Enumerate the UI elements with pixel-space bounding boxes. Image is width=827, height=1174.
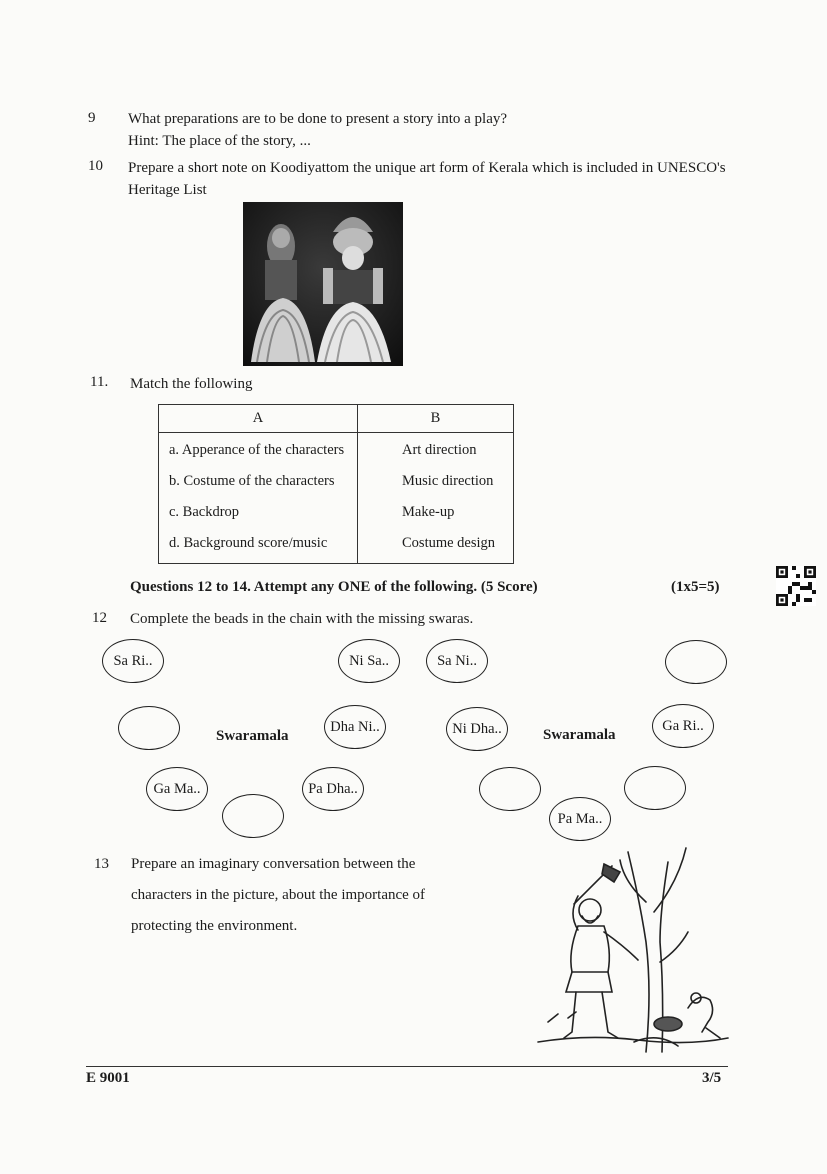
qr-code-icon xyxy=(776,566,816,606)
bead-empty xyxy=(118,706,180,750)
column-a xyxy=(159,433,358,564)
bead-empty xyxy=(479,767,541,811)
column-b-item: Costume design xyxy=(402,535,496,551)
q10-number: 10 xyxy=(88,158,103,174)
koodiyattom-photo xyxy=(243,202,403,366)
q13-text-line2: characters in the picture, about the importance of xyxy=(131,887,426,903)
q10-text-line1: Prepare a short note on Koodiyattom the unique art form of Kerala which is included in UNESCO's xyxy=(128,160,726,176)
section-title: Questions 12 to 14. Attempt any ONE of the following. (5 Score) xyxy=(130,579,538,595)
footer-page-number: 3/5 xyxy=(702,1070,722,1086)
bead-sa-ni: Sa Ni.. xyxy=(426,639,488,683)
bead-pa-ma: Pa Ma.. xyxy=(549,797,611,841)
column-b-header: B xyxy=(358,405,514,433)
bead-sa-ri: Sa Ri.. xyxy=(102,639,164,683)
bead-empty xyxy=(222,794,284,838)
q13-text-line3: protecting the environment. xyxy=(131,918,298,934)
bead-empty xyxy=(624,766,686,810)
column-b-item: Make-up xyxy=(402,504,455,520)
match-table-header xyxy=(159,405,514,433)
footer-exam-code: E 9001 xyxy=(86,1070,130,1086)
column-a-item: d. Background score/music xyxy=(169,535,328,551)
match-table xyxy=(158,404,514,564)
q11-number: 11. xyxy=(90,374,109,390)
bead-dha-ni: Dha Ni.. xyxy=(324,705,386,749)
column-b-item: Art direction xyxy=(402,442,477,458)
woodcutter-illustration xyxy=(528,842,738,1062)
q9-hint: Hint: The place of the story, ... xyxy=(128,133,311,149)
bead-pa-dha: Pa Dha.. xyxy=(302,767,364,811)
q10-text-line2: Heritage List xyxy=(128,182,207,198)
q11-text: Match the following xyxy=(130,376,253,392)
swaramala-label-right: Swaramala xyxy=(543,727,616,743)
column-a-item: c. Backdrop xyxy=(169,504,240,520)
swaramala-label-left: Swaramala xyxy=(216,728,289,744)
q9-text: What preparations are to be done to present a story into a play? xyxy=(128,111,508,127)
q12-number: 12 xyxy=(92,610,107,626)
q12-text: Complete the beads in the chain with the missing swaras. xyxy=(130,611,474,627)
column-b xyxy=(358,433,514,564)
bead-ni-sa: Ni Sa.. xyxy=(338,639,400,683)
q9-number: 9 xyxy=(88,110,96,126)
bead-ga-ma: Ga Ma.. xyxy=(146,767,208,811)
match-table-body xyxy=(159,433,514,564)
bead-empty xyxy=(665,640,727,684)
column-a-item: b. Costume of the characters xyxy=(169,473,335,489)
q13-text-line1: Prepare an imaginary conversation between the xyxy=(131,856,416,872)
footer-divider xyxy=(86,1066,728,1067)
q13-number: 13 xyxy=(94,856,109,872)
bead-ga-ri: Ga Ri.. xyxy=(652,704,714,748)
section-score: (1x5=5) xyxy=(671,579,720,595)
bead-ni-dha: Ni Dha.. xyxy=(446,707,508,751)
column-a-header: A xyxy=(159,405,358,433)
column-a-item: a. Apperance of the characters xyxy=(169,442,345,458)
column-b-item: Music direction xyxy=(402,473,494,489)
